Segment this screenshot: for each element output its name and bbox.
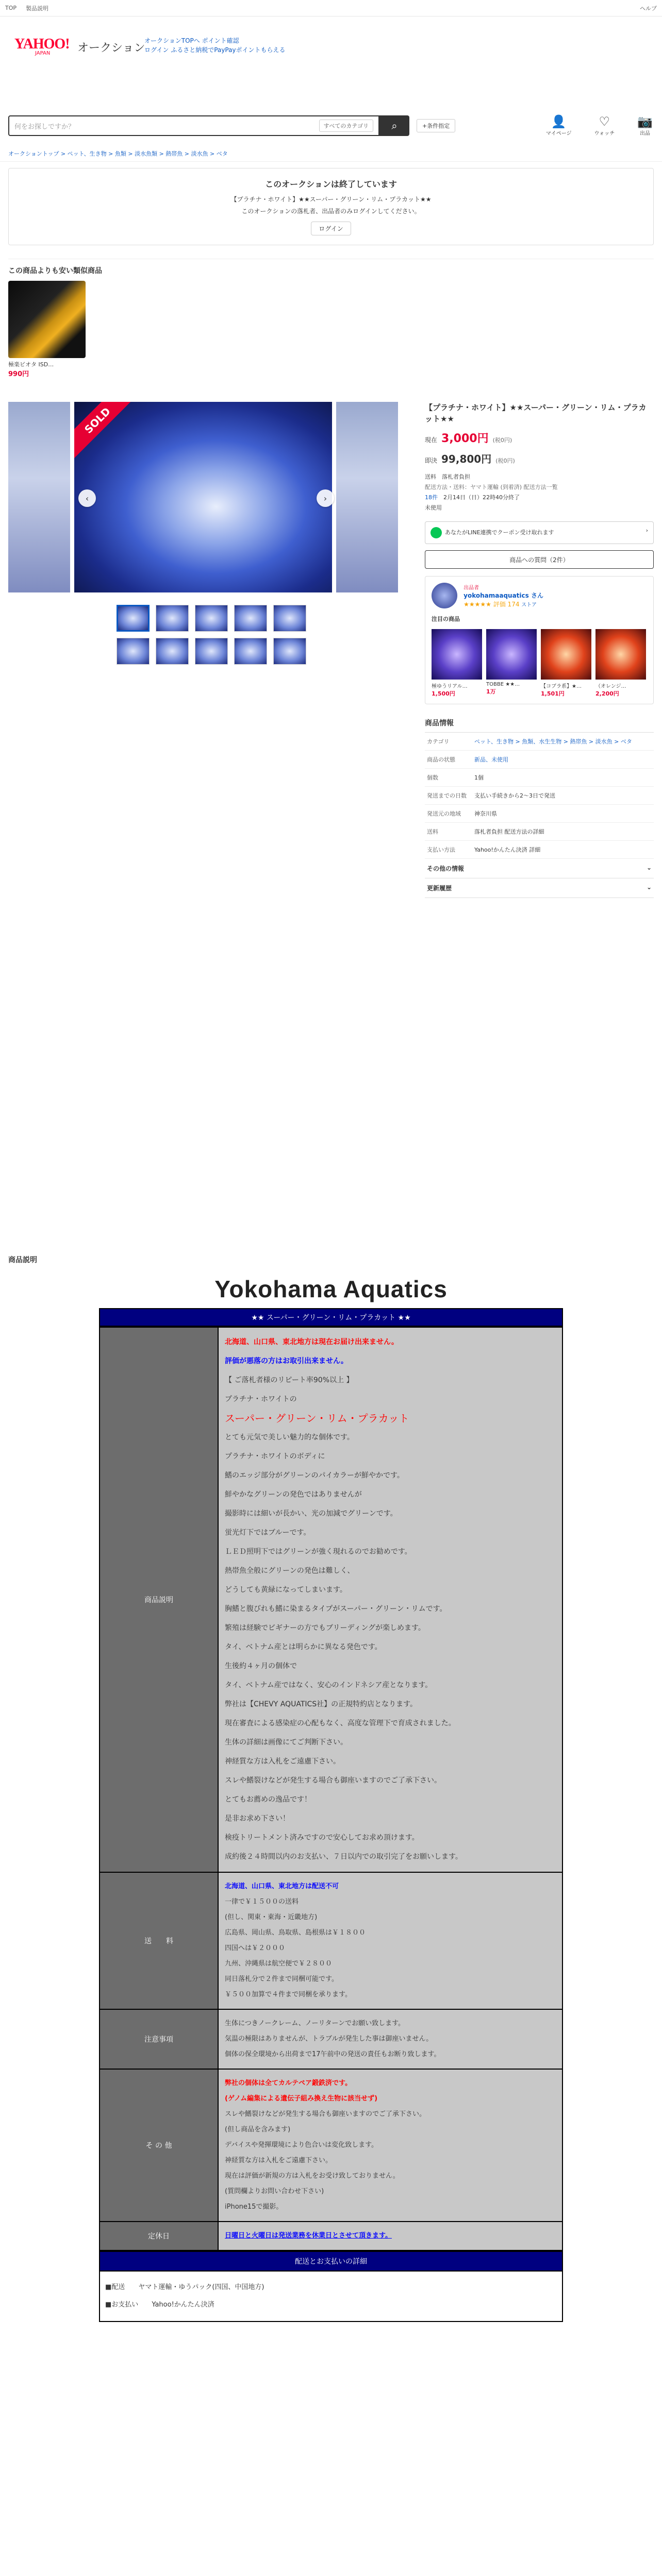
info-row bbox=[425, 823, 654, 841]
other-item[interactable] bbox=[595, 629, 646, 698]
info-key: カテゴリ bbox=[425, 733, 472, 751]
other-line: デバイスや発揮環境により色合いは変化致します。 bbox=[225, 2141, 378, 2149]
site-name[interactable]: オークション bbox=[77, 42, 145, 55]
pay-method: Yahoo!かんたん決済 bbox=[152, 2301, 214, 2309]
search-button[interactable] bbox=[379, 115, 409, 136]
cheaper-price: 990円 bbox=[8, 370, 29, 378]
person-icon: 👤 bbox=[551, 114, 567, 129]
buy-tax: (税0円) bbox=[495, 457, 515, 464]
desc-line: タイ、ベトナム産とは明らかに異なる発色です。 bbox=[225, 1643, 382, 1651]
pay-label: ■お支払い bbox=[105, 2301, 139, 2309]
holiday-line: 日曜日と火曜日は発送業務を休業日とさせて頂きます。 bbox=[225, 2232, 392, 2240]
seller-avatar[interactable] bbox=[432, 583, 457, 608]
desc-line: とてもお薦めの逸品です！ bbox=[225, 1795, 311, 1804]
info-key: 送料 bbox=[425, 823, 472, 841]
ship-line: (但し、関東・東海・近畿地方) bbox=[225, 1913, 318, 1921]
chevron-down-icon: ⌄ bbox=[646, 864, 652, 871]
cheaper-card[interactable] bbox=[8, 281, 86, 378]
cheaper-thumb bbox=[8, 281, 86, 358]
info-value[interactable]: 落札者負担 配送方法の詳細 bbox=[472, 823, 654, 841]
mypage-label: マイページ bbox=[545, 131, 572, 137]
desc-line: スレや鰭裂けなどが発生する場合も御座いますのでご了承下さい。 bbox=[225, 1776, 441, 1785]
chevron-right-icon: › bbox=[646, 527, 648, 534]
camera-icon: 📷 bbox=[637, 114, 653, 129]
item-main bbox=[8, 402, 654, 1252]
thumbnail[interactable] bbox=[117, 638, 150, 665]
desc-line: 生体の詳細は画像にてご判断下さい。 bbox=[225, 1738, 347, 1747]
info-value: 神奈川県 bbox=[472, 805, 654, 823]
item-title: 【プラチナ・ホワイト】★★スーパー・グリーン・リム・プラカット★★ bbox=[425, 403, 647, 423]
info-row bbox=[425, 769, 654, 787]
bids-count[interactable]: 18件 bbox=[425, 494, 438, 501]
other-price: 1万 bbox=[486, 688, 496, 695]
desc-line: 熱帯魚全般にグリーンの発色は難しく、 bbox=[225, 1567, 355, 1575]
main-image[interactable] bbox=[74, 402, 332, 592]
other-price: 2,200円 bbox=[595, 690, 619, 697]
info-key: 商品の状態 bbox=[425, 751, 472, 769]
current-price: 3,000円 bbox=[441, 432, 489, 445]
store-badge: ストア bbox=[521, 602, 537, 608]
description-body bbox=[218, 1327, 562, 1872]
item-info bbox=[425, 718, 654, 898]
prev-arrow-icon[interactable]: ‹ bbox=[78, 489, 96, 507]
desc-line: プラチナ・ホワイトのボディに bbox=[225, 1452, 325, 1461]
desc-line: 弊社は【CHEVY AQUATICS社】の正規特約店となります。 bbox=[225, 1700, 418, 1708]
accordion-other-info[interactable] bbox=[425, 859, 654, 878]
seller-box bbox=[425, 576, 654, 704]
desc-line: ＬＥＤ照明下ではグリーンが強く現れるのでお勧めです。 bbox=[225, 1548, 412, 1556]
other-thumb bbox=[432, 629, 482, 680]
accordion-label: その他の情報 bbox=[427, 865, 465, 872]
ask-question-button[interactable]: 商品への質問（2件） bbox=[425, 550, 654, 569]
desc-line: 北海道、山口県、東北地方は現在お届け出来ません。 bbox=[225, 1338, 399, 1346]
yahoo-logo[interactable] bbox=[14, 36, 76, 57]
desc-line: 蛍光灯下ではブルーです。 bbox=[225, 1529, 311, 1537]
info-row bbox=[425, 751, 654, 769]
other-line: 現在は評価が新規の方は入札をお受け致しておりません。 bbox=[225, 2172, 400, 2180]
top-link-2[interactable]: 製品説明 bbox=[26, 5, 49, 12]
shipping-value: 落札者負担 bbox=[442, 473, 470, 480]
ended-notice bbox=[8, 168, 654, 245]
ended-note: このオークションの落札者、出品者のみログインしてください。 bbox=[241, 208, 421, 215]
image-gallery bbox=[8, 402, 416, 665]
thumbnail[interactable] bbox=[273, 638, 306, 665]
sell-button[interactable] bbox=[637, 114, 653, 137]
category-select[interactable]: すべてのカテゴリ bbox=[319, 120, 373, 132]
other-title: 極ゆうリアル… bbox=[432, 684, 468, 689]
chevron-down-icon: ⌄ bbox=[646, 884, 652, 891]
next-image bbox=[336, 402, 398, 592]
row-label: 注意事項 bbox=[100, 2009, 218, 2069]
description-label: 商品説明 bbox=[8, 1256, 37, 1264]
seller-label: 出品者 bbox=[464, 585, 479, 591]
logo-text: YAHOO! bbox=[14, 36, 70, 52]
coupon-text: あなたがLINE連携でクーポン受け取れます bbox=[445, 529, 554, 536]
ship-line: ￥５００加算で４件まで同梱を承ります。 bbox=[225, 1991, 352, 1998]
info-heading: 商品情報 bbox=[425, 718, 654, 733]
header-link-2[interactable]: ログイン ふるさと納税でPayPayポイントもらえる bbox=[144, 46, 286, 54]
desc-line: プラチナ・ホワイトの bbox=[225, 1395, 297, 1403]
row-label: 商品説明 bbox=[100, 1327, 218, 1872]
other-item[interactable] bbox=[432, 629, 482, 698]
thumbnail[interactable] bbox=[117, 605, 150, 632]
buy-price: 99,800円 bbox=[441, 453, 492, 465]
ship-line: 広島県、岡山県、鳥取県、島根県は￥１８００ bbox=[225, 1929, 366, 1937]
heart-icon: ♡ bbox=[599, 114, 610, 129]
ship-line: 四国へは￥２０００ bbox=[225, 1944, 286, 1952]
shipping-label: 送料 bbox=[425, 473, 436, 480]
ship-banner: 配送とお支払いの詳細 bbox=[99, 2251, 563, 2272]
ended-title: このオークションは終了しています bbox=[265, 179, 397, 189]
ship-line: 北海道、山口県、東北地方は配送不可 bbox=[225, 1883, 339, 1890]
shipping-body bbox=[218, 1872, 562, 2009]
ship-details bbox=[99, 2272, 563, 2322]
desc-line: どうしても黄緑になってしまいます。 bbox=[225, 1586, 347, 1594]
other-title: （オレンジ… bbox=[595, 684, 626, 689]
ship-line: 同日落札分で２件まで同梱可能です。 bbox=[225, 1975, 338, 1983]
breadcrumb[interactable]: オークショントップ > ペット、生き物 > 魚類 > 淡水魚類 > 熱帯魚 > 淡水魚 > ベタ bbox=[0, 145, 662, 162]
desc-line: 成約後２４時間以内のお支払い、７日以内での取引完了をお願いします。 bbox=[225, 1853, 462, 1861]
row-label: 送 料 bbox=[100, 1872, 218, 2009]
desc-line: 神経質な方は入札をご遠慮下さい。 bbox=[225, 1757, 340, 1766]
other-line: 神経質な方は入札をご遠慮下さい。 bbox=[225, 2157, 333, 2164]
thumbnail[interactable] bbox=[195, 605, 228, 632]
info-row bbox=[425, 805, 654, 823]
desc-line: 生後約４ヶ月の個体で bbox=[225, 1662, 297, 1670]
ship-line: 九州、沖縄県は航空便で￥２８００ bbox=[225, 1960, 333, 1968]
line-coupon[interactable] bbox=[425, 521, 654, 544]
price-label: 現在 bbox=[425, 436, 438, 444]
thumbnail[interactable] bbox=[234, 605, 267, 632]
note-line: 個体の保全環境から出荷まで17午前中の発送の責任もお断り致します。 bbox=[225, 2050, 441, 2058]
thumbnail[interactable] bbox=[195, 638, 228, 665]
desc-line: タイ、ベトナム産ではなく、安心のインドネシア産となります。 bbox=[225, 1681, 433, 1689]
price-tax: (税0円) bbox=[492, 437, 512, 444]
thumbnail-list bbox=[117, 605, 416, 665]
info-row bbox=[425, 733, 654, 751]
info-value: 1個 bbox=[472, 769, 654, 787]
other-line: 弊社の個体は全てカルテペア鍛鉄済です。 bbox=[225, 2079, 352, 2087]
header bbox=[0, 16, 662, 137]
login-button[interactable]: ログイン bbox=[311, 222, 351, 235]
next-arrow-icon[interactable]: › bbox=[317, 489, 334, 507]
ship-line: 一律で￥１５００の送料 bbox=[225, 1898, 299, 1906]
other-line: (ゲノム編集による遺伝子組み換え生物に該当せず) bbox=[225, 2095, 378, 2103]
note-line: 生体につきノークレーム、ノーリターンでお願い致します。 bbox=[225, 2020, 405, 2027]
sell-label: 出品 bbox=[640, 131, 651, 137]
desc-line: スーパー・グリーン・リム・プラカット bbox=[225, 1412, 409, 1425]
logo-sub: JAPAN bbox=[35, 50, 51, 56]
other-thumb bbox=[486, 629, 537, 680]
other-body bbox=[218, 2069, 562, 2222]
item-sidebar bbox=[425, 402, 654, 898]
cheaper-name: 極楽ビオタ ISD… bbox=[8, 361, 54, 368]
sold-badge: SOLD bbox=[74, 402, 136, 459]
watch-label: ウォッチ bbox=[594, 131, 615, 137]
other-thumb bbox=[541, 629, 591, 680]
other-price: 1,501円 bbox=[541, 690, 565, 697]
info-value[interactable]: 新品、未使用 bbox=[472, 751, 654, 769]
cheaper-similar bbox=[8, 259, 654, 387]
ship-method-label: ■配送 bbox=[105, 2283, 125, 2291]
other-item[interactable] bbox=[486, 629, 537, 698]
top-link[interactable]: TOP bbox=[5, 5, 17, 11]
desc-line: 現在審査による感染症の心配もなく、高度な管理下で育成されました。 bbox=[225, 1719, 456, 1727]
end-time: 2月14日（日）22時40分終了 bbox=[443, 494, 520, 501]
info-value: 支払い手続きから2〜3日で発送 bbox=[472, 787, 654, 805]
thumbnail[interactable] bbox=[234, 638, 267, 665]
condition-button[interactable]: +条件指定 bbox=[417, 119, 455, 132]
line-icon bbox=[431, 527, 442, 538]
info-row bbox=[425, 787, 654, 805]
row-label: そ の 他 bbox=[100, 2069, 218, 2222]
mypage-button[interactable] bbox=[546, 114, 572, 137]
accordion-label: 更新履歴 bbox=[427, 885, 452, 892]
info-key: 支払い方法 bbox=[425, 841, 472, 859]
thumbnail[interactable] bbox=[156, 638, 189, 665]
other-item[interactable] bbox=[541, 629, 591, 698]
buy-label: 即決 bbox=[425, 457, 438, 464]
desc-line: 【 ご落札者様のリピート率90%以上 】 bbox=[225, 1376, 354, 1384]
search-input[interactable] bbox=[8, 115, 379, 136]
desc-line: 胸鰭と腹びれも鰭に染まるタイプがスーパー・グリーン・リムです。 bbox=[225, 1605, 447, 1613]
ended-item: 【プラチナ・ホワイト】★★スーパー・グリーン・リム・プラカット★★ bbox=[230, 196, 432, 203]
info-key: 個数 bbox=[425, 769, 472, 787]
notes-body bbox=[218, 2009, 562, 2069]
info-value[interactable]: Yahoo!かんたん決済 詳細 bbox=[472, 841, 654, 859]
brand-title: Yokohama Aquatics bbox=[214, 1276, 448, 1302]
other-title: 【コブラ系】★… bbox=[541, 684, 582, 689]
holiday-body bbox=[218, 2222, 562, 2250]
thumbnail[interactable] bbox=[156, 605, 189, 632]
description-table bbox=[99, 1327, 563, 2251]
top-bar bbox=[0, 0, 662, 16]
other-line: (但し商品を含みます) bbox=[225, 2126, 291, 2133]
desc-line: 検疫トリートメント済みですので安心してお求め頂けます。 bbox=[225, 1834, 419, 1842]
desc-line: 是非お求め下さい！ bbox=[225, 1815, 290, 1823]
info-value[interactable]: ペット、生き物 > 魚類、水生生物 > 熱帯魚 > 淡水魚 > ベタ bbox=[472, 733, 654, 751]
header-link-1[interactable]: オークションTOPへ ポイント確認 bbox=[144, 37, 239, 44]
row-label: 定休日 bbox=[100, 2222, 218, 2250]
description-banner: ★★ スーパー・グリーン・リム・プラカット ★★ bbox=[99, 1308, 563, 1327]
desc-line: 鮮やかなグリーンの発色ではありませんが bbox=[225, 1490, 362, 1499]
prev-image bbox=[8, 402, 70, 592]
watch-button[interactable] bbox=[594, 114, 615, 137]
info-key: 発送元の地域 bbox=[425, 805, 472, 823]
desc-line: 撮影時には細いが長かい、光の加減でグリーンです。 bbox=[225, 1510, 398, 1518]
search-icon: ⌕ bbox=[391, 120, 398, 132]
others-label: 注目の商品 bbox=[432, 616, 460, 622]
other-line: スレや鰭裂けなどが発生する場合も御座いますのでご了承下さい。 bbox=[225, 2110, 426, 2118]
seller-name[interactable]: yokohamaaquatics さん bbox=[464, 591, 543, 599]
desc-line: 鰭のエッジ部分がグリーンのパイカラーが鮮やかです。 bbox=[225, 1471, 404, 1480]
desc-line: とても元気で美しい魅力的な個体です。 bbox=[225, 1433, 354, 1442]
desc-line: 繁殖は経験でビギナーの方でもブリーディングが楽しめます。 bbox=[225, 1624, 425, 1632]
cheaper-title: この商品よりも安い類似商品 bbox=[8, 267, 102, 275]
note-line: 気温の極限はありませんが、トラブルが発生した事は御座いません。 bbox=[225, 2035, 433, 2043]
help-link[interactable]: ヘルプ bbox=[640, 5, 657, 12]
other-price: 1,500円 bbox=[432, 690, 455, 697]
ship-note[interactable]: 配送方法・送料：ヤマト運輸 (到着済) 配送方法一覧 bbox=[425, 484, 558, 490]
other-line: (質問欄よりお問い合わせ下さい) bbox=[225, 2188, 324, 2195]
thumbnail[interactable] bbox=[273, 605, 306, 632]
desc-line: 評価が悪落の方はお取引出来ません。 bbox=[225, 1357, 348, 1365]
info-key: 発送までの日数 bbox=[425, 787, 472, 805]
seller-rating[interactable]: ★★★★★ 評価 174 bbox=[464, 600, 520, 608]
other-line: iPhone15で撮影。 bbox=[225, 2203, 283, 2211]
search-placeholder: 何をお探しですか？ bbox=[14, 123, 75, 131]
description bbox=[99, 1275, 563, 2322]
accordion-history[interactable] bbox=[425, 878, 654, 898]
other-thumb bbox=[595, 629, 646, 680]
ship-method: ヤマト運輸・ゆうパック(四国、中国地方) bbox=[138, 2283, 264, 2291]
info-row bbox=[425, 841, 654, 859]
watch-status: 未使用 bbox=[425, 504, 442, 511]
other-title: TOBBE ★★… bbox=[486, 682, 520, 687]
